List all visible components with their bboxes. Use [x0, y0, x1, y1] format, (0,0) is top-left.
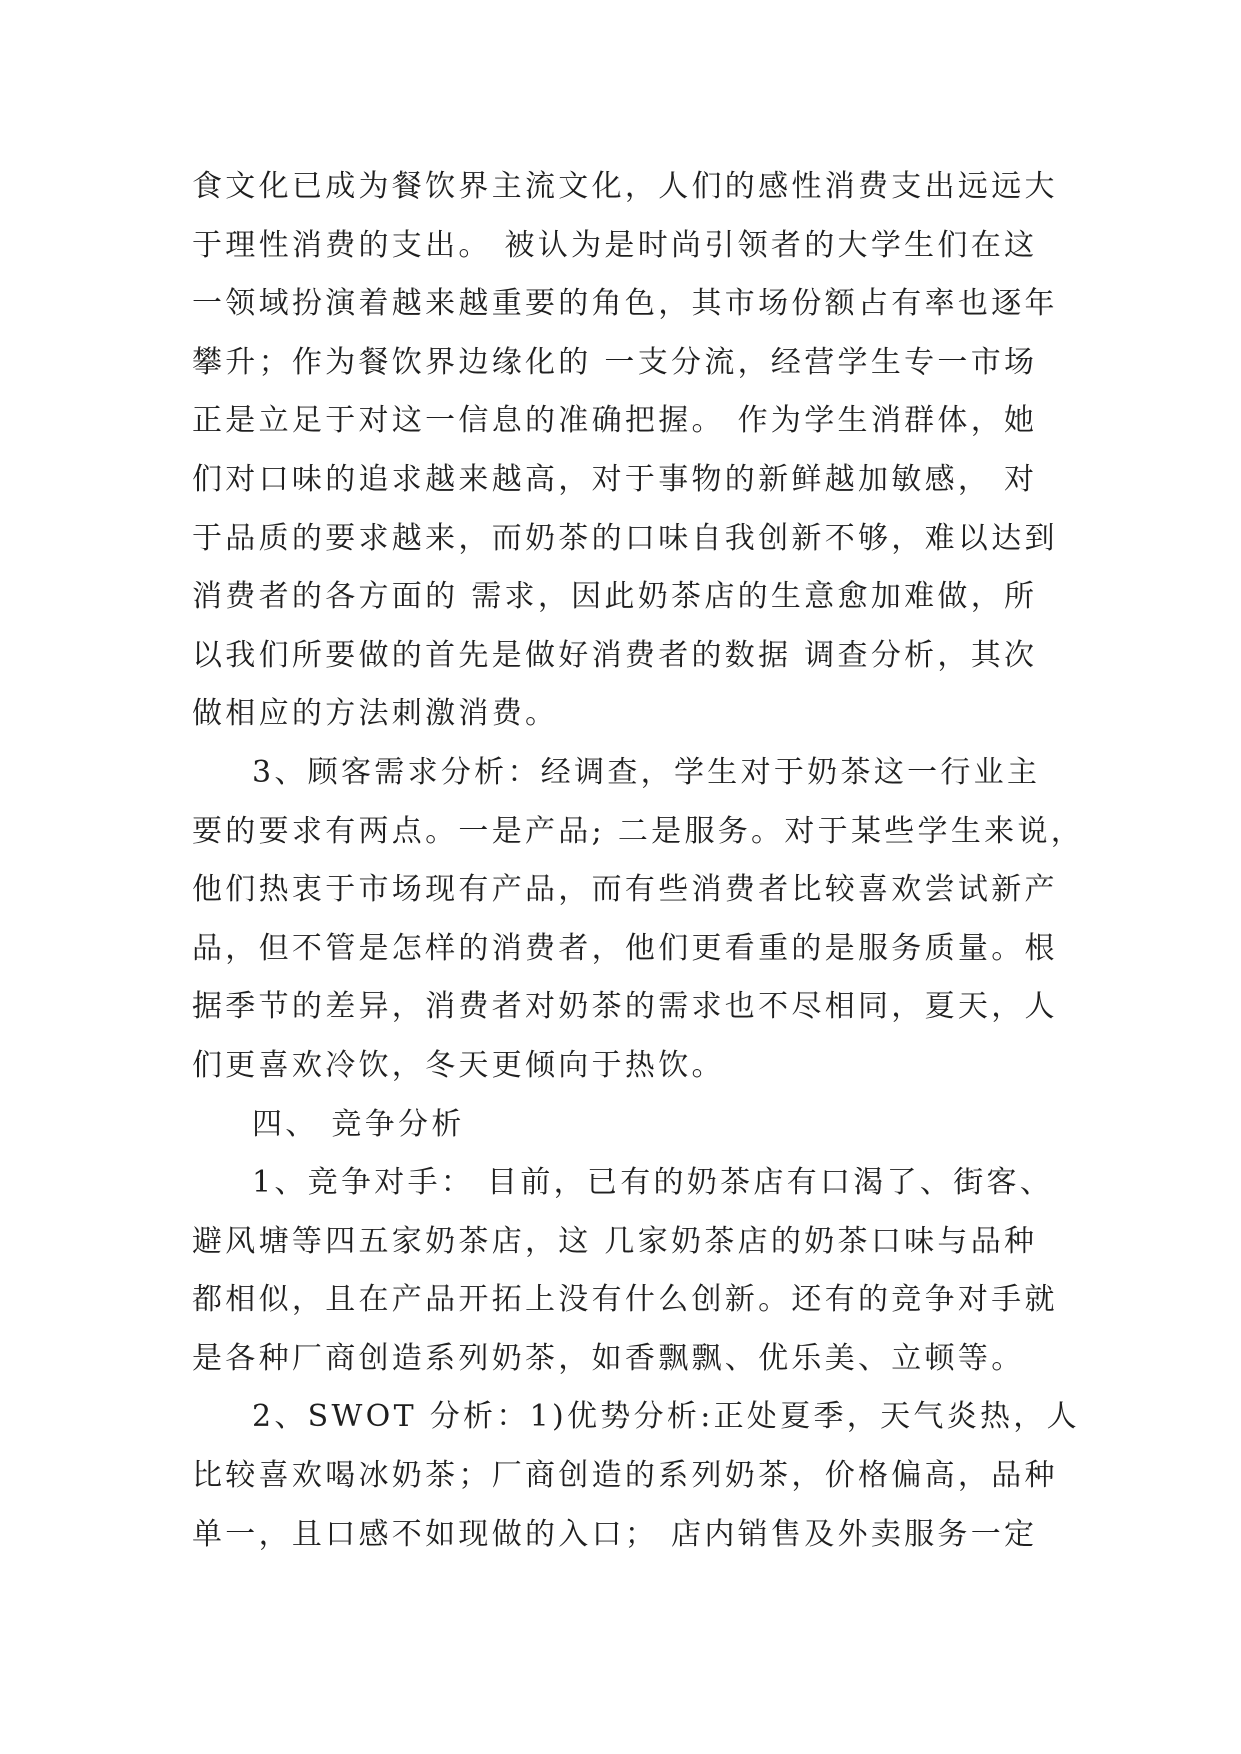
- text-line: 食文化已成为餐饮界主流文化，人们的感性消费支出远远大: [192, 169, 1058, 204]
- text-line: 单一，且口感不如现做的入口； 店内销售及外卖服务一定: [192, 1516, 1038, 1552]
- text-line: 据季节的差异，消费者对奶茶的需求也不尽相同，夏天，人: [192, 989, 1058, 1025]
- text-line: 们更喜欢冷饮，冬天更倾向于热饮。: [192, 1047, 725, 1083]
- text-line: 正是立足于对这一信息的准确把握。 作为学生消群体，她: [192, 403, 1038, 439]
- section-heading: 四、 竞争分析: [252, 1106, 465, 1142]
- paragraph-start-line: 2、SWOT 分析：1)优势分析:正处夏季，天气炎热，人: [252, 1399, 1080, 1435]
- text-line: 比较喜欢喝冰奶茶；厂商创造的系列奶茶，价格偏高，品种: [192, 1458, 1058, 1494]
- text-line: 要的要求有两点。一是产品; 二是服务。对于某些学生来说，: [192, 813, 1085, 849]
- text-line: 是各种厂商创造系列奶茶，如香飘飘、优乐美、立顿等。: [192, 1340, 1025, 1376]
- text-line: 消费者的各方面的 需求，因此奶茶店的生意愈加难做，所: [192, 579, 1038, 615]
- text-line: 都相似，且在产品开拓上没有什么创新。还有的竞争对手就: [192, 1282, 1058, 1318]
- paragraph-start-line: 1、竞争对手： 目前，已有的奶茶店有口渴了、街客、: [252, 1165, 1054, 1201]
- paragraph-start-line: 3、顾客需求分析：经调查，学生对于奶茶这一行业主: [252, 754, 1041, 790]
- text-line: 一领域扮演着越来越重要的角色，其市场份额占有率也逐年: [192, 286, 1058, 322]
- text-line: 于品质的要求越来，而奶茶的口味自我创新不够，难以达到: [192, 520, 1058, 556]
- text-line: 做相应的方法刺激消费。: [192, 696, 559, 732]
- text-line: 们对口味的追求越来越高，对于事物的新鲜越加敏感， 对: [192, 461, 1038, 497]
- body-text: [192, 158, 1085, 1564]
- text-line: 避风塘等四五家奶茶店，这 几家奶茶店的奶茶口味与品种: [192, 1223, 1038, 1259]
- text-line: 于理性消费的支出。 被认为是时尚引领者的大学生们在这: [192, 227, 1038, 263]
- text-line: 以我们所要做的首先是做好消费者的数据 调查分析，其次: [192, 637, 1038, 673]
- text-line: 攀升；作为餐饮界边缘化的 一支分流，经营学生专一市场: [192, 344, 1038, 380]
- text-line: 品，但不管是怎样的消费者，他们更看重的是服务质量。根: [192, 930, 1058, 966]
- text-line: 他们热衷于市场现有产品，而有些消费者比较喜欢尝试新产: [192, 872, 1058, 908]
